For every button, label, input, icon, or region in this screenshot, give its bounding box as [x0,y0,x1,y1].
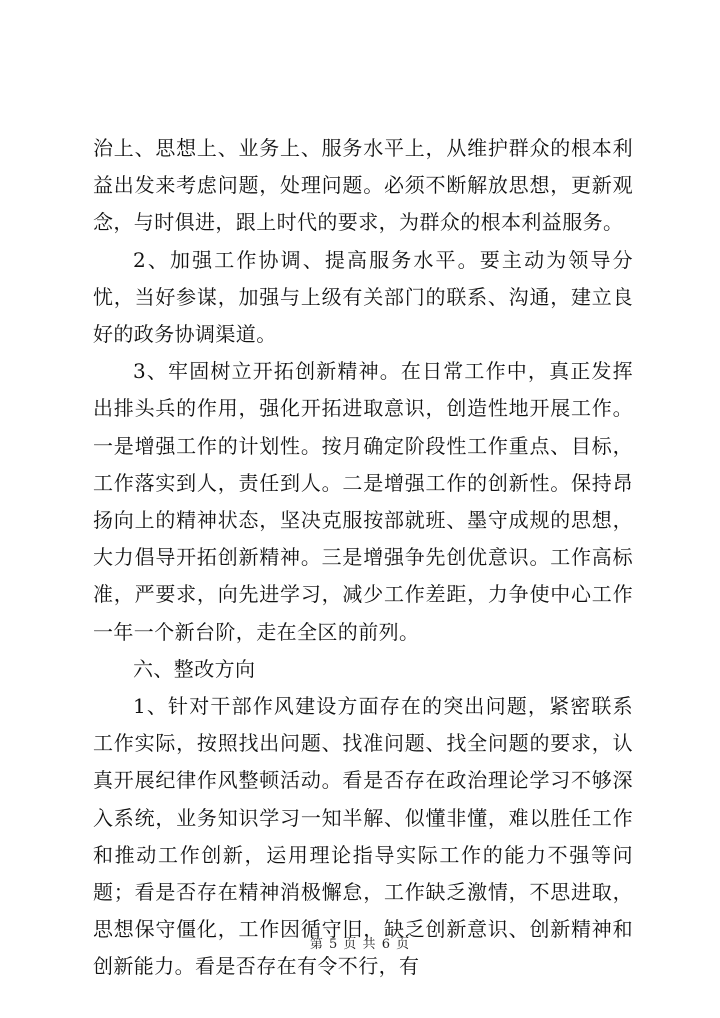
paragraph-item-3: 3、牢固树立开拓创新精神。在日常工作中，真正发挥出排头兵的作用，强化开拓进取意识，创造性地开展工作。一是增强工作的计划性。按月确定阶段性工作重点、目标，工作落实到人，责任到人。二是增强工作的创新性。保持昂扬向上的精神状态，坚决克服按部就班、墨守成规的思想，大力倡导开拓创新精神。三是增强争先创优意识。工作高标准，严要求，向先进学习，减少工作差距，力争使中心工作一年一个新台阶，走在全区的前列。 [93,359,633,644]
paragraph-continued: 治上、思想上、业务上、服务水平上，从维护群众的根本利益出发来考虑问题，处理问题。必须不断解放思想，更新观念，与时俱进，跟上时代的要求，为群众的根本利益服务。 [93,136,633,235]
page-number-footer: 第 5 页 共 6 页 [309,937,411,952]
section-heading: 六、整改方向 [133,656,256,681]
paragraph-item-1: 1、针对干部作风建设方面存在的突出问题，紧密联系工作实际，按照找出问题、找准问题、找全问题的要求，认真开展纪律作风整顿活动。看是否存在政治理论学习不够深入系统，业务知识学习一知半解、似懂非懂，难以胜任工作和推动工作创新，运用理论指导实际工作的能力不强等问题；看是否存在精神消极懈怠，工作缺乏激情，不思进取，思想保守僵化，工作因循守旧，缺乏创新意识、创新精神和创新能力。看是否存在有令不行，有 [93,694,633,979]
paragraph-item-2: 2、加强工作协调、提高服务水平。要主动为领导分忧，当好参谋，加强与上级有关部门的联系、沟通，建立良好的政务协调渠道。 [93,247,633,347]
document-body [93,130,633,986]
